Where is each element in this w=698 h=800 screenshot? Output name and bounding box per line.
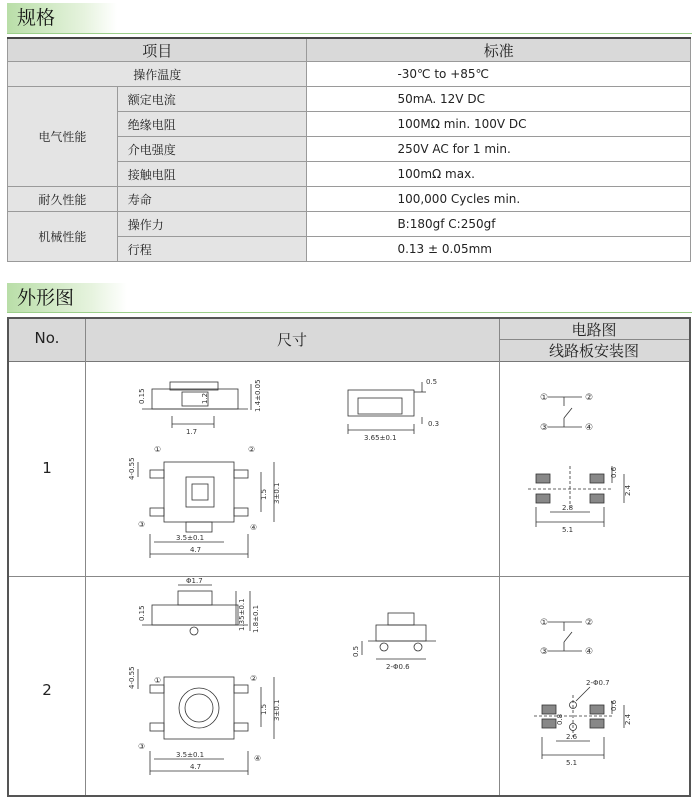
dim-label: 0.8: [556, 713, 564, 725]
pin-label: ①: [540, 618, 549, 628]
pin-label: ④: [585, 647, 594, 657]
pin-label: ③: [540, 647, 549, 657]
row-number: 1: [42, 459, 52, 477]
spec-item: 接触电阻: [117, 162, 307, 187]
row-number: 2: [42, 681, 52, 699]
dim-label: 2.8: [562, 504, 574, 512]
dim-label: 1.35±0.1: [238, 598, 246, 631]
spec-value: 100mΩ max.: [307, 162, 691, 187]
dim-label: 3±0.1: [273, 699, 281, 721]
spec-group: 电气性能: [8, 87, 118, 187]
dim-label: 0.6: [610, 699, 618, 711]
dim-label: 3.5±0.1: [176, 534, 205, 542]
dim-label: 0.15: [138, 605, 146, 621]
spec-value: 50mA. 12V DC: [307, 87, 691, 112]
shape-table: [7, 317, 691, 797]
switch-symbol: [548, 397, 582, 427]
circuit-1: [500, 362, 689, 575]
spec-item: 行程: [117, 237, 307, 262]
pin-label: ④: [250, 523, 258, 532]
dim-label: 5.1: [562, 526, 574, 534]
shape-title-divider: [7, 312, 692, 313]
dim-label: 2.4: [624, 484, 632, 496]
dim-label: 4-0.55: [128, 457, 136, 480]
pin-label: ③: [540, 423, 549, 433]
spec-group: 耐久性能: [8, 187, 118, 212]
spec-item: 介电强度: [117, 137, 307, 162]
table-row: [8, 87, 691, 112]
dim-label: 4.7: [190, 546, 202, 554]
pin-label: ①: [154, 676, 162, 685]
table-row: [8, 187, 691, 212]
table-row: [8, 212, 691, 237]
dim-label: 2.6: [566, 733, 578, 741]
pin-label: ①: [540, 393, 549, 403]
spec-header-standard: 标准: [307, 38, 691, 62]
dim-label: 1.4±0.05: [254, 379, 262, 412]
pin-label: ②: [250, 674, 258, 683]
pin-label: ④: [585, 423, 594, 433]
dim-label: 1.5: [260, 703, 268, 715]
dim-label: 4.7: [190, 763, 202, 771]
dim-label: 0.3: [428, 420, 440, 428]
dim-label: 3±0.1: [273, 482, 281, 504]
pin-label: ②: [585, 393, 594, 403]
pin-label: ①: [154, 445, 162, 454]
dim-label: 0.5: [426, 378, 438, 386]
dim-label: 1.8±0.1: [252, 604, 260, 633]
circuit-2: [500, 577, 689, 795]
spec-value: 100MΩ min. 100V DC: [307, 112, 691, 137]
spec-section-title: 规格: [7, 3, 117, 33]
dim-label: 1.7: [186, 428, 198, 436]
dim-label: 0.5: [352, 645, 360, 657]
dim-label: 0.15: [138, 388, 146, 404]
spec-table: [7, 37, 691, 262]
dim-label: Φ1.7: [186, 577, 203, 585]
pin-label: ③: [138, 520, 146, 529]
dim-label: 3.65±0.1: [364, 434, 397, 442]
spec-value: B:180gf C:250gf: [307, 212, 691, 237]
spec-item: 操作温度: [8, 62, 307, 87]
shape-section-title: 外形图: [7, 283, 127, 313]
front-view: [362, 613, 436, 659]
dim-label: 0.6: [610, 466, 618, 478]
dim-label: 2.4: [624, 713, 632, 725]
drawing-2: [86, 577, 499, 795]
spec-item: 操作力: [117, 212, 307, 237]
dim-label: 1.2: [201, 392, 209, 404]
dim-label: 5.1: [566, 759, 578, 767]
spec-title-divider: [7, 33, 692, 34]
top-view: [138, 462, 274, 558]
spec-group: 机械性能: [8, 212, 118, 262]
dim-label: 1.5: [260, 488, 268, 500]
spec-item: 绝缘电阻: [117, 112, 307, 137]
side-view: [142, 585, 250, 635]
pin-label: ②: [585, 618, 594, 628]
spec-header-row: [8, 38, 691, 62]
pin-label: ④: [254, 754, 262, 763]
dim-label: 4-0.55: [128, 666, 136, 689]
header-no: No.: [34, 329, 60, 347]
spec-value: -30℃ to +85℃: [307, 62, 691, 87]
spec-value: 100,000 Cycles min.: [307, 187, 691, 212]
dim-label: 2-Φ0.6: [386, 663, 410, 671]
spec-header-item: 项目: [8, 38, 307, 62]
pin-label: ③: [138, 742, 146, 751]
front-view: [348, 382, 426, 434]
spec-item: 额定电流: [117, 87, 307, 112]
header-size: 尺寸: [276, 331, 307, 349]
spec-value: 0.13 ± 0.05mm: [307, 237, 691, 262]
drawing-1: [86, 362, 499, 575]
header-pcb: 线路板安装图: [548, 342, 639, 360]
spec-value: 250V AC for 1 min.: [307, 137, 691, 162]
header-circuit: 电路图: [571, 321, 617, 339]
switch-symbol: [548, 622, 582, 651]
dim-label: 2-Φ0.7: [586, 679, 610, 687]
side-view: [142, 382, 251, 428]
table-row: [8, 62, 691, 87]
pin-label: ②: [248, 445, 256, 454]
dim-label: 3.5±0.1: [176, 751, 205, 759]
spec-item: 寿命: [117, 187, 307, 212]
